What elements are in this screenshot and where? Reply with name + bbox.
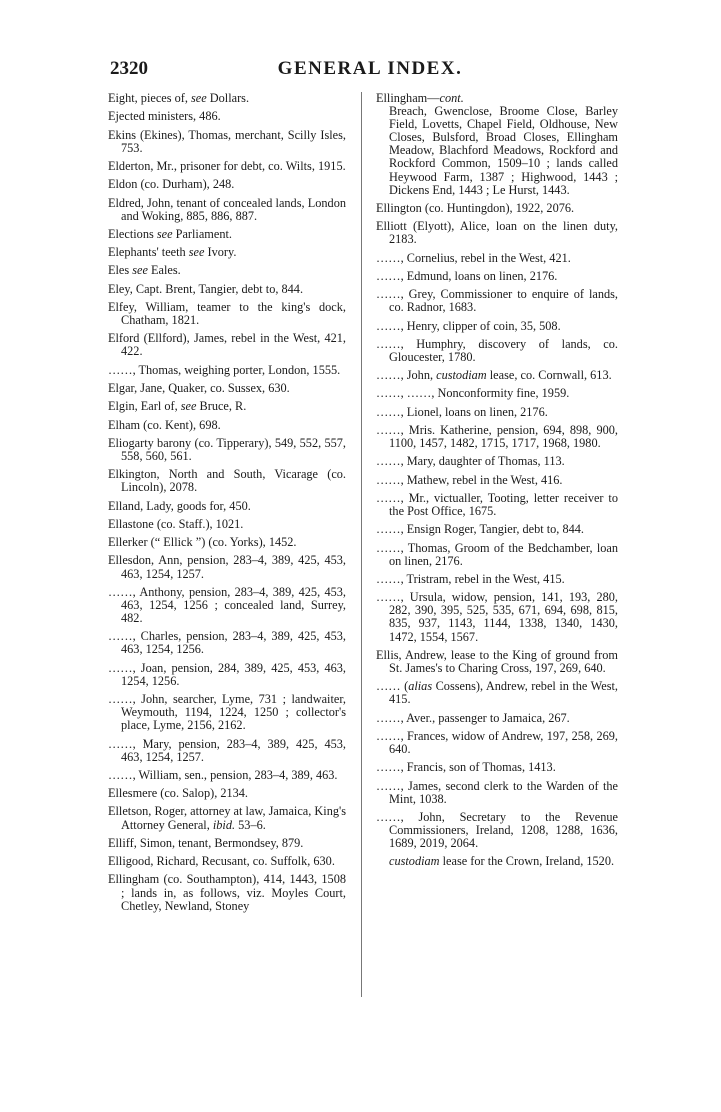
index-entry: Ekins (Ekines), Thomas, merchant, Scilly Isles, 753. bbox=[108, 127, 346, 155]
index-entry: ……, Tristram, rebel in the West, 415. bbox=[376, 572, 565, 586]
index-entry: Elligood, Richard, Recusant, co. Suffolk, 630. bbox=[108, 854, 335, 869]
index-entry: Ellerker (“ Ellick ”) (co. Yorks), 1452. bbox=[108, 535, 297, 550]
index-entry: Elgar, Jane, Quaker, co. Sussex, 630. bbox=[108, 381, 290, 396]
index-entry: Elephants' teeth see Ivory. bbox=[108, 245, 237, 260]
index-entry: ……, Grey, Commissioner to enquire of lands, co. Radnor, 1683. bbox=[376, 287, 618, 315]
index-entry: ……, Humphry, discovery of lands, co. Gloucester, 1780. bbox=[376, 336, 618, 364]
continued-entry-body: Breach, Gwenclose, Broome Close, Barley Field, Lovetts, Chapel Field, Oldhouse, New Closes, Bulsford, Broad Closes, Ellingham Meadow, Blachford Meadows, Rockford and Rockford Common, 1509–10 ; lands called Heywood Farm, 1387 ; Highwood, 1443 ; Dickens End, 1443 ; Le Hurst, 1443. bbox=[389, 104, 618, 197]
index-entry: ……, Cornelius, rebel in the West, 421. bbox=[376, 250, 571, 265]
index-entry: Ellingham (co. Southampton), 414, 1443, 1508 ; lands in, as follows, viz. Moyles Court, Chetley, Newland, Stoney bbox=[108, 872, 346, 913]
page-number: 2320 bbox=[110, 58, 148, 79]
index-entry: Ellastone (co. Staff.), 1021. bbox=[108, 516, 244, 531]
index-entry: ……, John, searcher, Lyme, 731 ; landwaiter, Weymouth, 1194, 1224, 1250 ; collector's place, Lyme, 2156, 2162. bbox=[108, 692, 346, 733]
page-title: GENERAL INDEX. bbox=[277, 58, 463, 79]
index-entry: Elham (co. Kent), 698. bbox=[108, 417, 221, 432]
continued-heading: Ellingham—cont. bbox=[376, 91, 464, 105]
index-entry: ……, Joan, pension, 284, 389, 425, 453, 463, 1254, 1256. bbox=[108, 660, 346, 688]
index-entry: …… (alias Cossens), Andrew, rebel in the West, 415. bbox=[376, 679, 619, 707]
index-entry: Elkington, North and South, Vicarage (co. Lincoln), 2078. bbox=[108, 467, 346, 495]
index-entry: ……, Anthony, pension, 283–4, 389, 425, 453, 463, 1254, 1256 ; concealed land, Surrey, 482. bbox=[108, 584, 346, 626]
index-entry: Ellington (co. Huntingdon), 1922, 2076. bbox=[376, 200, 575, 215]
index-entry: Eight, pieces of, see Dollars. bbox=[108, 91, 250, 105]
index-entry: Ellesdon, Ann, pension, 283–4, 389, 425, 453, 463, 1254, 1257. bbox=[108, 553, 346, 581]
index-entry: ……, Frances, widow of Andrew, 197, 258, 269, 640. bbox=[376, 728, 618, 756]
index-entry: ……, Mary, daughter of Thomas, 113. bbox=[376, 454, 565, 469]
index-entry: Elland, Lady, goods for, 450. bbox=[108, 498, 251, 513]
index-entry: ……, Ursula, widow, pension, 141, 193, 280, 282, 390, 395, 525, 535, 671, 694, 698, 815, 835, 937, 1143, 1144, 1338, 1340, 1430, 1472, 1554, 1567. bbox=[376, 590, 618, 644]
index-entry: ……, Mary, pension, 283–4, 389, 425, 453, 463, 1254, 1257. bbox=[108, 736, 346, 764]
index-entry: Elletson, Roger, attorney at law, Jamaica, King's Attorney General, ibid. 53–6. bbox=[108, 804, 346, 832]
index-entry: Elfey, William, teamer to the king's dock, Chatham, 1821. bbox=[108, 300, 346, 328]
index-entry: Ellis, Andrew, lease to the King of ground from St. James's to Charing Cross, 197, 269, 640. bbox=[376, 647, 618, 675]
index-entry: Elford (Ellford), James, rebel in the West, 421, 422. bbox=[108, 331, 346, 359]
index-entry: Elgin, Earl of, see Bruce, R. bbox=[108, 399, 247, 414]
page-header bbox=[110, 58, 630, 84]
index-entry: ……, Aver., passenger to Jamaica, 267. bbox=[376, 710, 570, 725]
index-sub-entry: custodiam lease for the Crown, Ireland, 1520. bbox=[389, 854, 615, 869]
index-entry: Elections see Parliament. bbox=[108, 226, 232, 241]
index-entry: ……, Thomas, weighing porter, London, 1555. bbox=[108, 362, 341, 377]
index-entry: ……, Mr., victualler, Tooting, letter receiver to the Post Office, 1675. bbox=[376, 490, 618, 519]
index-entry: Ellesmere (co. Salop), 2134. bbox=[108, 786, 249, 801]
index-entry: ……, John, Secretary to the Revenue Commissioners, Ireland, 1208, 1288, 1636, 1689, 2019, 2064. bbox=[376, 809, 618, 851]
index-entry: Ejected ministers, 486. bbox=[108, 109, 221, 124]
index-entry: Eldred, John, tenant of concealed lands, London and Woking, 885, 886, 887. bbox=[108, 195, 346, 223]
index-entry: ……, Henry, clipper of coin, 35, 508. bbox=[376, 318, 561, 333]
index-entry: Eldon (co. Durham), 248. bbox=[108, 177, 235, 192]
column-divider bbox=[361, 92, 362, 997]
index-entry: ……, Charles, pension, 283–4, 389, 425, 453, 463, 1254, 1256. bbox=[108, 629, 346, 657]
index-entry: ……, Mris. Katherine, pension, 694, 898, 900, 1100, 1457, 1482, 1715, 1717, 1968, 1980. bbox=[376, 423, 618, 451]
right-entries bbox=[376, 202, 618, 850]
index-entry: ……, John, custodiam lease, co. Cornwall, 613. bbox=[376, 368, 612, 383]
index-entry: ……, James, second clerk to the Warden of the Mint, 1038. bbox=[376, 778, 618, 806]
index-entry: ……, Mathew, rebel in the West, 416. bbox=[376, 472, 563, 487]
index-entry: ……, Lionel, loans on linen, 2176. bbox=[376, 404, 548, 419]
index-entry: ……, Edmund, loans on linen, 2176. bbox=[376, 268, 558, 283]
index-entry: Elderton, Mr., prisoner for debt, co. Wilts, 1915. bbox=[108, 158, 346, 173]
index-entry: Eley, Capt. Brent, Tangier, debt to, 844. bbox=[108, 281, 304, 296]
index-entry: ……, Thomas, Groom of the Bedchamber, loan on linen, 2176. bbox=[376, 540, 618, 568]
index-entry: ……, William, sen., pension, 283–4, 389, 463. bbox=[108, 767, 338, 782]
index-entry: Elliott (Elyott), Alice, loan on the linen duty, 2183. bbox=[376, 219, 618, 247]
index-entry: ……, ……, Nonconformity fine, 1959. bbox=[376, 386, 570, 401]
left-column bbox=[108, 92, 346, 918]
index-entry: Eles see Eales. bbox=[108, 263, 181, 278]
index-entry: Eliogarty barony (co. Tipperary), 549, 552, 557, 558, 560, 561. bbox=[108, 435, 346, 463]
right-column bbox=[376, 92, 618, 874]
index-entry: Elliff, Simon, tenant, Bermondsey, 879. bbox=[108, 835, 304, 850]
index-entry: ……, Francis, son of Thomas, 1413. bbox=[376, 760, 556, 775]
index-entry: ……, Ensign Roger, Tangier, debt to, 844. bbox=[376, 522, 584, 537]
